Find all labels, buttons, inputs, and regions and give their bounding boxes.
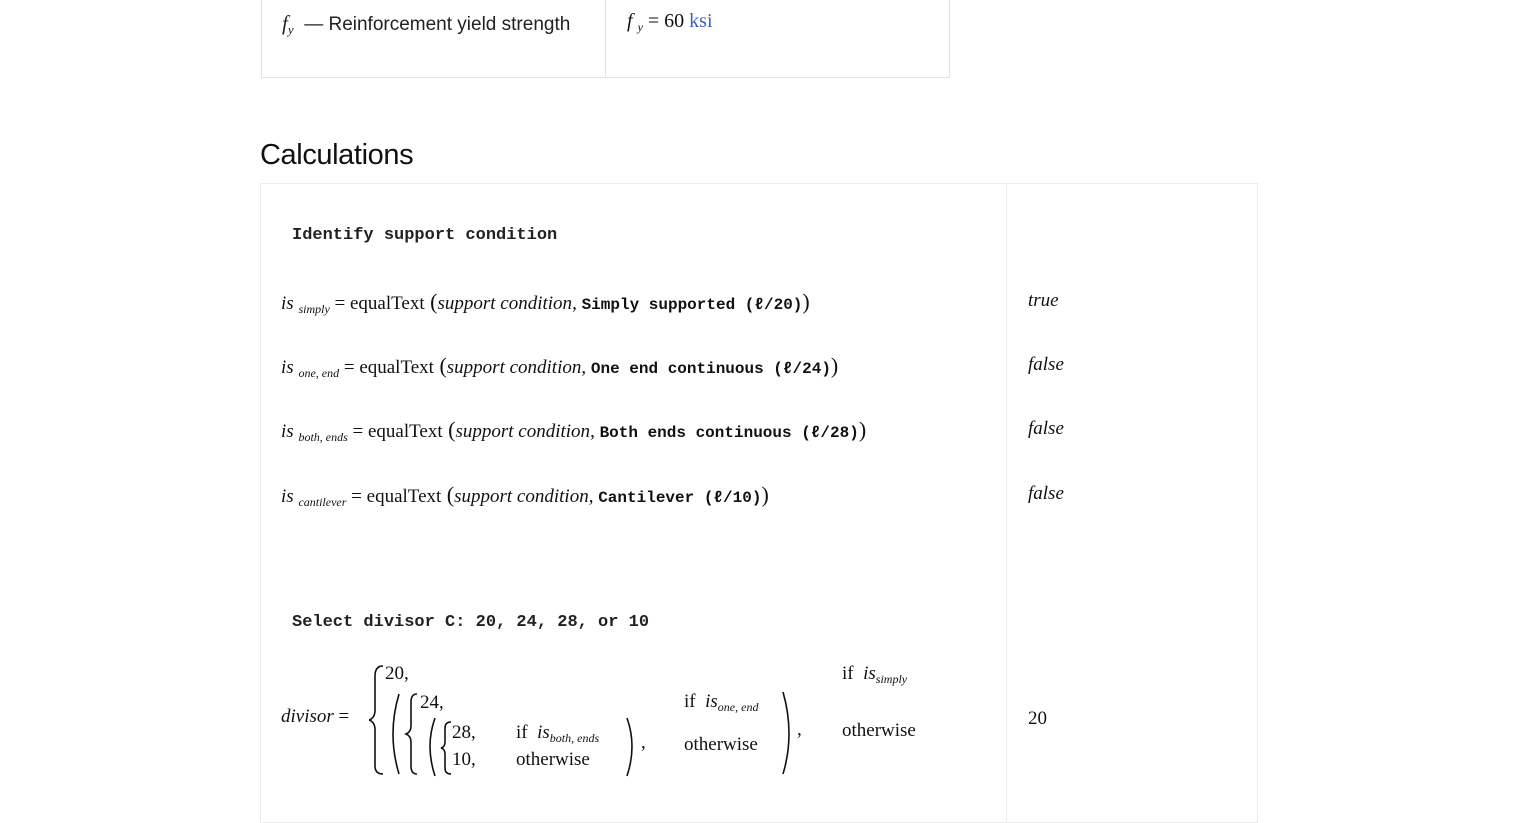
- param-description: [282, 8, 582, 45]
- equal-text-row: is $_{both, ends}$ = equalText (support condition, Both ends continuous (ℓ/28)): [281, 417, 867, 444]
- is-var: is: [537, 722, 550, 743]
- paren-right-2: [627, 718, 632, 776]
- row-arg2: One end continuous (ℓ/24): [590, 360, 831, 378]
- row-var: is: [281, 357, 294, 378]
- row-result: false: [1028, 418, 1064, 439]
- row-arg1: support condition: [446, 357, 582, 378]
- value-unit: ksi: [689, 10, 713, 32]
- if-word: if: [516, 722, 528, 743]
- divisor-result: 20: [1028, 708, 1047, 729]
- row-func: equalText: [366, 486, 442, 507]
- row-var-sub: cantilever: [298, 495, 347, 509]
- row-result: true: [1028, 290, 1059, 311]
- parameter-table: [261, 0, 950, 78]
- if-word: if: [684, 691, 696, 712]
- row-var-sub: simply: [298, 302, 330, 316]
- cond-simply: [842, 663, 907, 687]
- equal-text-row: is $_{simply}$ = equalText (support condition, Simply supported (ℓ/20)): [281, 289, 810, 316]
- row-var-sub: one, end: [298, 366, 340, 380]
- equal-text-row: is $_{cantilever}$ = equalText (support condition, Cantilever (ℓ/10)): [281, 482, 769, 509]
- row-result: false: [1028, 483, 1064, 504]
- param-symbol: f: [282, 11, 288, 35]
- is-var: is: [863, 663, 876, 684]
- divisor-lhs: divisor =: [281, 706, 350, 727]
- row-arg1: support condition: [454, 486, 589, 507]
- is-sub: one, end: [717, 700, 759, 714]
- row-arg2: Cantilever (ℓ/10): [598, 489, 762, 507]
- outer-brace: [369, 666, 383, 774]
- cond-otherwise-middle: otherwise: [684, 734, 758, 755]
- case-10: 10,: [452, 749, 476, 770]
- paren-left-1: [393, 694, 399, 774]
- row-var-sub: both, ends: [298, 430, 348, 444]
- row-arg1: support condition: [455, 421, 591, 442]
- value-symbol: f: [627, 10, 633, 32]
- middle-brace: [406, 694, 417, 774]
- row-var: is: [281, 486, 294, 507]
- paren-left-2: [430, 718, 435, 776]
- cond-one-end: [684, 691, 758, 715]
- inner-brace: [441, 722, 451, 774]
- comment-support-condition: Identify support condition: [292, 226, 558, 245]
- cond-otherwise-inner: otherwise: [516, 749, 590, 770]
- is-var: is: [705, 691, 718, 712]
- row-result: false: [1028, 354, 1064, 375]
- case-28: 28,: [452, 722, 476, 743]
- case-20: 20,: [385, 663, 409, 684]
- param-symbol-sub: y: [287, 22, 294, 37]
- if-word: if: [842, 663, 854, 684]
- param-value: [627, 8, 713, 40]
- calculations-heading: Calculations: [260, 139, 414, 171]
- row-var: is: [281, 421, 294, 442]
- equal-text-row: is $_{one, end}$ = equalText (support condition, One end continuous (ℓ/24)): [281, 353, 839, 380]
- column-divider: [1006, 184, 1007, 822]
- row-func: equalText: [359, 357, 434, 378]
- comma-1: ,: [641, 732, 646, 753]
- value-sub: y: [637, 20, 643, 34]
- row-var: is: [281, 293, 294, 314]
- row-arg2: Both ends continuous (ℓ/28): [599, 424, 859, 442]
- comma-2: ,: [797, 719, 802, 740]
- column-divider: [605, 0, 606, 77]
- cond-both-ends: [516, 722, 599, 746]
- param-description-text: — Reinforcement yield strength: [304, 14, 571, 35]
- row-func: equalText: [368, 421, 443, 442]
- value-eq: = 60: [647, 10, 685, 32]
- is-sub: both, ends: [549, 731, 600, 745]
- row-func: equalText: [350, 293, 425, 314]
- cond-otherwise-outer: otherwise: [842, 720, 916, 741]
- case-24: 24,: [420, 692, 444, 713]
- row-arg2: Simply supported (ℓ/20): [581, 296, 803, 314]
- paren-right-1: [783, 692, 789, 774]
- comment-select-divisor: Select divisor C: 20, 24, 28, or 10: [292, 613, 650, 632]
- divisor-var: divisor: [281, 706, 334, 727]
- row-arg1: support condition: [437, 293, 573, 314]
- calculations-table: [260, 183, 1258, 823]
- is-sub: simply: [875, 672, 908, 686]
